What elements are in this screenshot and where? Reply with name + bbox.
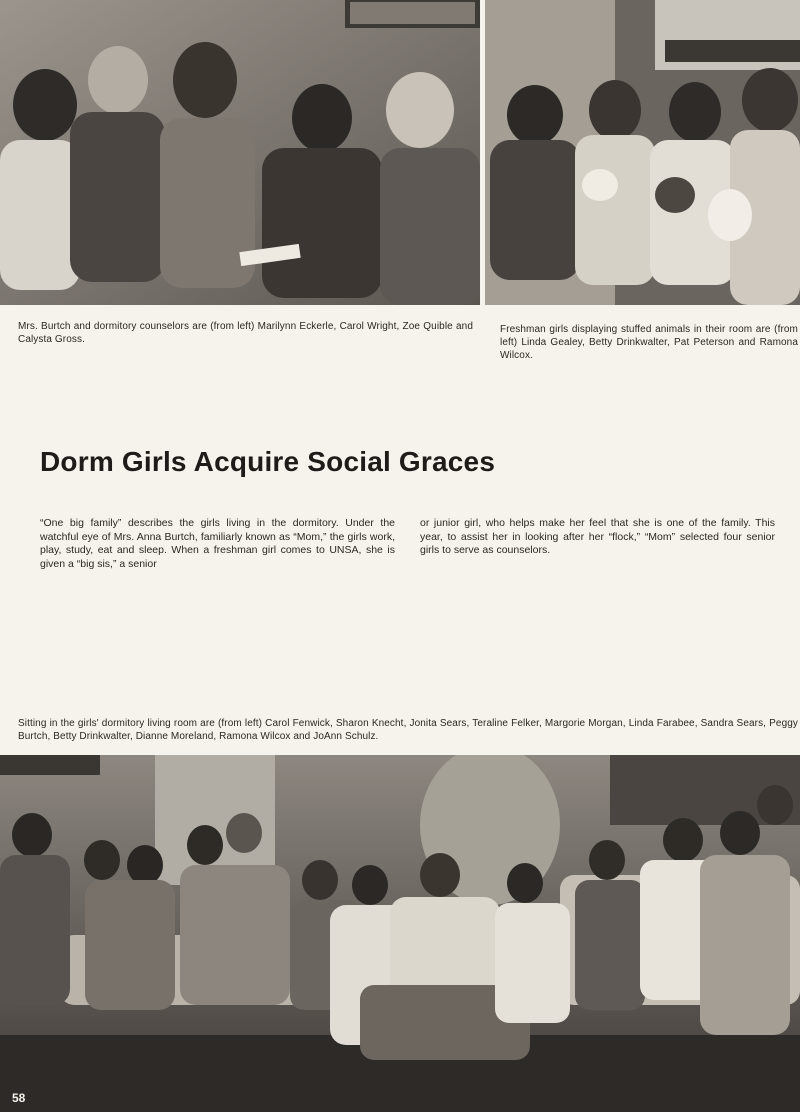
caption-living-room: Sitting in the girls' dormitory living room are (from left) Carol Fenwick, Sharon Knecht, Jonita Sears, Teraline Felker, Margorie Morgan, Linda Farabee, Sandra Sears, Peggy Burtch, Betty Drinkwalter, Dianne Moreland, Ramona Wilcox and JoAnn Schulz. — [18, 718, 798, 742]
photo-stuffed-animals — [485, 0, 800, 305]
caption-counselors: Mrs. Burtch and dormitory counselors are (from left) Marilynn Eckerle, Carol Wright, Zoe Quible and Calysta Gross. — [18, 321, 473, 345]
article-column-2: or junior girl, who helps make her feel that she is one of the family. This year, to assist her in looking after her “flock,” “Mom” selected four senior girls to serve as counselors. — [420, 517, 775, 556]
page-number: 58 — [12, 1091, 26, 1105]
article-headline: Dorm Girls Acquire Social Graces — [40, 446, 496, 477]
photo-counselors — [0, 0, 480, 305]
photo-living-room — [0, 755, 800, 1112]
caption-stuffed-animals: Freshman girls displaying stuffed animals in their room are (from left) Linda Gealey, Betty Drinkwalter, Pat Peterson and Ramona Wilcox. — [500, 324, 798, 361]
article-column-1: “One big family” describes the girls living in the dormitory. Under the watchful eye of Mrs. Anna Burtch, familiarly known as “Mom,” the girls work, play, study, eat and sleep. When a freshman girl comes to UNSA, she is given a “big sis,” a senior — [40, 517, 395, 570]
